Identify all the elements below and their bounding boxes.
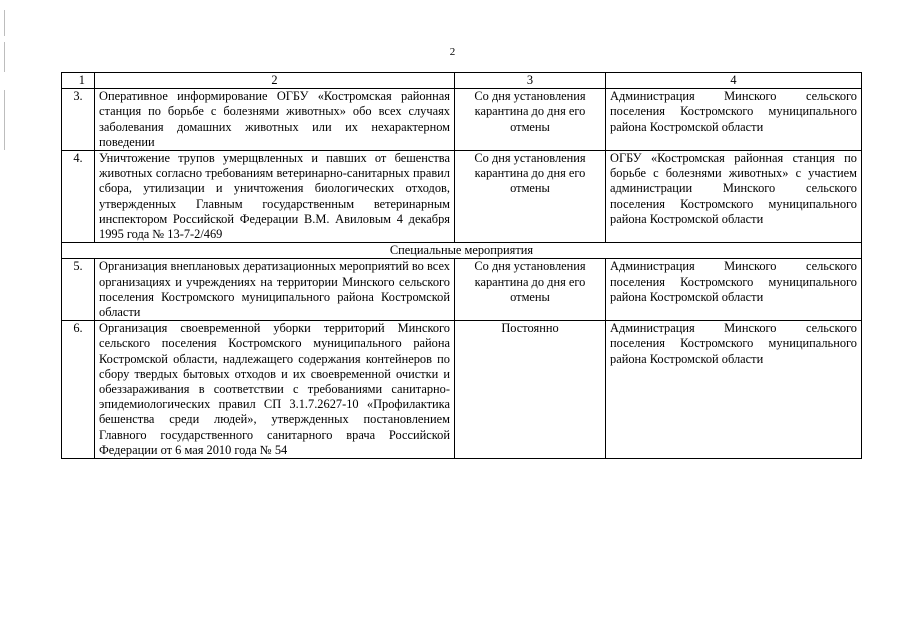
responsible-cell: Администрация Минского сельского поселения Костромского муниципального района Костромской области [606,321,862,459]
column-header: 2 [95,73,455,89]
term-cell: Со дня установления карантина до дня его отмены [455,89,606,151]
table-row [62,89,862,151]
margin-mark [4,90,5,150]
term-cell: Со дня установления карантина до дня его отмены [455,259,606,321]
term-cell: Со дня установления карантина до дня его отмены [455,151,606,243]
event-cell: Организация своевременной уборки территорий Минского сельского поселения Костромского муниципального района Костромской области, надлежащего содержания контейнеров по сбору твердых бытовых отходов и их своевременной очистки и обеззараживания в соответствии с требованиями санитарно-эпидемиологических правил СП 3.1.7.2627-10 «Профилактика бешенства среди людей», утвержденных постановлением Главного государственного санитарного врача Российской Федерации от 6 мая 2010 года № 54 [95,321,455,459]
section-title: Специальные мероприятия [62,243,862,259]
term-cell: Постоянно [455,321,606,459]
measures-table [61,72,862,459]
column-header: 1 [62,73,95,89]
table-row [62,151,862,243]
table-row [62,321,862,459]
event-cell: Уничтожение трупов умерщвленных и павших от бешенства животных согласно требованиям ветеринарно-санитарных правил сбора, утилизации и уничтожения биологических отходов, утвержденных Главным государственным ветеринарным инспектором Российской Федерации В.М. Авиловым 4 декабря 1995 года № 13-7-2/469 [95,151,455,243]
table-header-row [62,73,862,89]
section-row [62,243,862,259]
page-number: 2 [449,46,456,58]
responsible-cell: ОГБУ «Костромская районная станция по борьбе с болезнями животных» с участием администрации Минского сельского поселения Костромского муниципального района Костромской области [606,151,862,243]
responsible-cell: Администрация Минского сельского поселения Костромского муниципального района Костромской области [606,259,862,321]
column-header: 3 [455,73,606,89]
table-row [62,259,862,321]
responsible-cell: Администрация Минского сельского поселения Костромского муниципального района Костромской области [606,89,862,151]
row-number: 4. [62,151,95,243]
row-number: 3. [62,89,95,151]
row-number: 6. [62,321,95,459]
margin-mark [4,10,5,36]
column-header: 4 [606,73,862,89]
event-cell: Оперативное информирование ОГБУ «Костромская районная станция по борьбе с болезнями животных» обо всех случаях заболевания домашних животных или их нехарактерном поведении [95,89,455,151]
row-number: 5. [62,259,95,321]
event-cell: Организация внеплановых дератизационных мероприятий во всех организациях и учреждениях на территории Минского сельского поселения Костромского муниципального района Костромской области [95,259,455,321]
